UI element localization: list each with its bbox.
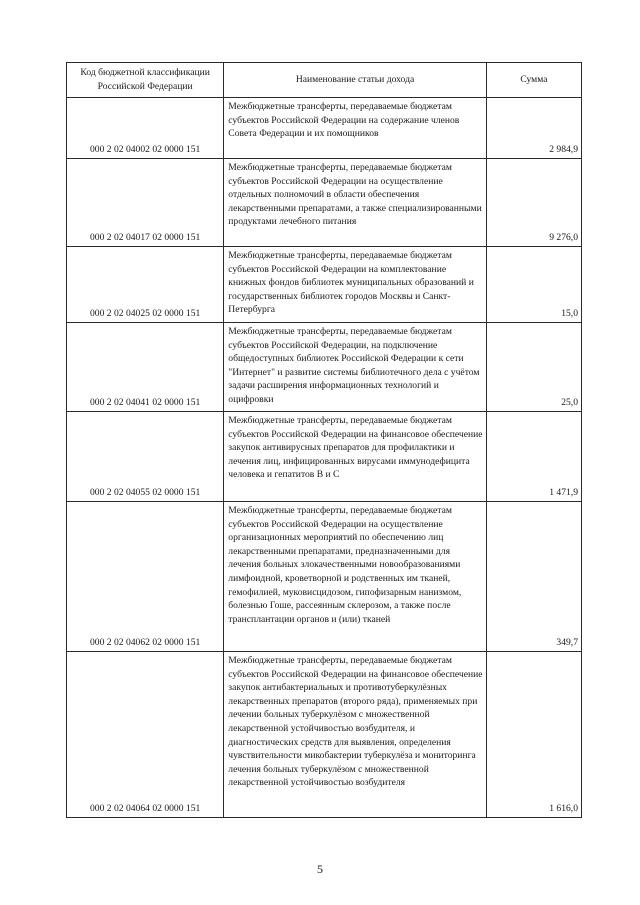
row-sum: 1 616,0 <box>486 652 581 818</box>
row-sum: 1 471,9 <box>486 412 581 502</box>
table-row <box>67 412 582 502</box>
row-name: Межбюджетные трансферты, передаваемые бюджетам субъектов Российской Федерации на осуществление организационных мероприятий по обеспечению лиц лекарственными препаратами, предназначенными для лечения больных злокачественными новообразованиями лимфоидной, кроветворной и родственных им тканей, гемофилией, муковисцидозом, гипофизарным нанизмом, болезнью Гоше, рассеянным склерозом, а также после трансплантации органов и (или) тканей <box>224 502 487 652</box>
row-code: 000 2 02 04002 02 0000 151 <box>67 98 224 159</box>
row-name: Межбюджетные трансферты, передаваемые бюджетам субъектов Российской Федерации на содержание членов Совета Федерации и их помощников <box>224 98 487 159</box>
row-code: 000 2 02 04017 02 0000 151 <box>67 159 224 247</box>
table-row <box>67 502 582 652</box>
row-sum: 9 276,0 <box>486 159 581 247</box>
row-code: 000 2 02 04064 02 0000 151 <box>67 652 224 818</box>
table-row <box>67 247 582 323</box>
row-sum: 25,0 <box>486 323 581 412</box>
table-row <box>67 323 582 412</box>
page-number: 5 <box>317 862 323 876</box>
row-sum: 15,0 <box>486 247 581 323</box>
row-name: Межбюджетные трансферты, передаваемые бюджетам субъектов Российской Федерации на финансовое обеспечение закупок антивирусных препаратов для профилактики и лечения лиц, инфицированных вирусами иммунодефицита человека и гепатитов В и С <box>224 412 487 502</box>
header-sum: Сумма <box>486 63 581 98</box>
table-row <box>67 98 582 159</box>
row-name: Межбюджетные трансферты, передаваемые бюджетам субъектов Российской Федерации на комплектование книжных фондов библиотек муниципальных образований и государственных библиотек городов Москвы и Санкт-Петербурга <box>224 247 487 323</box>
table-row <box>67 159 582 247</box>
row-name: Межбюджетные трансферты, передаваемые бюджетам субъектов Российской Федерации, на подключение общедоступных библиотек Российской Федерации к сети "Интернет" и развитие системы библиотечного дела с учётом задачи расширения информационных технологий и оцифровки <box>224 323 487 412</box>
table-header-row <box>67 63 582 98</box>
header-code: Код бюджетной классификации Российской Федерации <box>67 63 224 98</box>
row-code: 000 2 02 04055 02 0000 151 <box>67 412 224 502</box>
row-name: Межбюджетные трансферты, передаваемые бюджетам субъектов Российской Федерации на финансовое обеспечение закупок антибактериальных и противотуберкулёзных лекарственных препаратов (второго ряда), применяемых при лечении больных туберкулёзом с множественной лекарственной устойчивостью возбудителя, и диагностических средств для выявления, определения чувствительности микобактерии туберкулёза и мониторинга лечения больных туберкулёзом с множественной лекарственной устойчивостью возбудителя <box>224 652 487 818</box>
table-row <box>67 652 582 818</box>
row-code: 000 2 02 04025 02 0000 151 <box>67 247 224 323</box>
row-name: Межбюджетные трансферты, передаваемые бюджетам субъектов Российской Федерации на осуществление отдельных полномочий в области обеспечения лекарственными препаратами, а также специализированными продуктами лечебного питания <box>224 159 487 247</box>
row-sum: 2 984,9 <box>486 98 581 159</box>
revenue-table <box>66 62 582 818</box>
row-sum: 349,7 <box>486 502 581 652</box>
row-code: 000 2 02 04062 02 0000 151 <box>67 502 224 652</box>
header-name: Наименование статьи дохода <box>224 63 487 98</box>
row-code: 000 2 02 04041 02 0000 151 <box>67 323 224 412</box>
